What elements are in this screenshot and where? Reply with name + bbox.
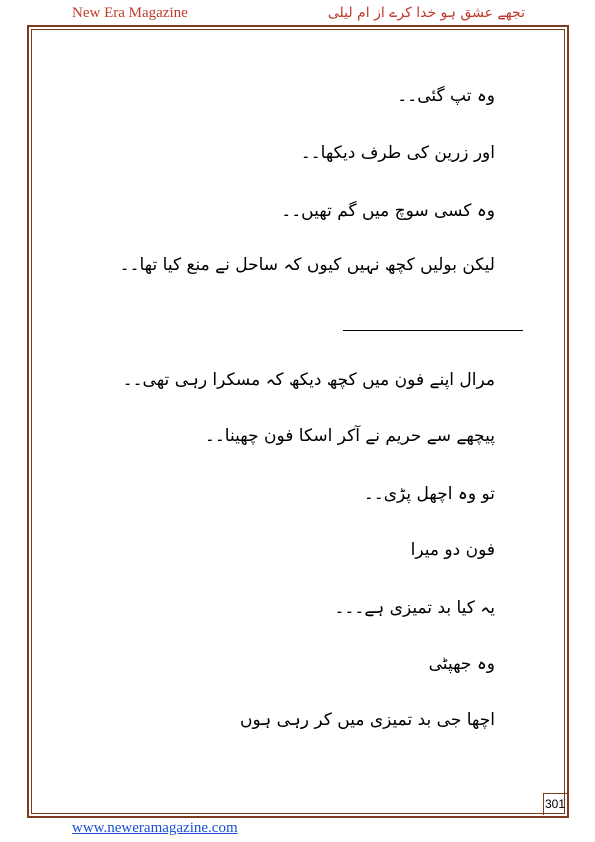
text-line: فون دو میرا xyxy=(410,540,495,560)
section-divider xyxy=(343,330,523,331)
magazine-name: New Era Magazine xyxy=(72,5,188,21)
text-line: مرال اپنے فون میں کچھ دیکھ کہ مسکرا رہی تھی۔۔ xyxy=(122,370,495,390)
text-line: یہ کیا بد تمیزی ہے۔۔۔ xyxy=(334,598,495,618)
text-line: اور زرین کی طرف دیکھا۔۔ xyxy=(300,143,495,163)
novel-title: تجھے عشق ہو خدا کرے از ام لیلی xyxy=(327,5,525,21)
text-line: پیچھے سے حریم نے آکر اسکا فون چھینا۔۔ xyxy=(204,426,495,446)
text-line: تو وہ اچھل پڑی۔۔ xyxy=(363,484,495,504)
text-line: لیکن بولیں کچھ نہیں کیوں کہ ساحل نے منع کیا تھا۔۔ xyxy=(119,255,495,275)
text-line: اچھا جی بد تمیزی میں کر رہی ہوں xyxy=(240,710,495,730)
text-line: وہ جھپٹی xyxy=(428,654,495,674)
page-number: 301 xyxy=(545,797,566,811)
text-line: وہ تپ گئی۔۔ xyxy=(397,86,495,106)
website-link[interactable]: www.neweramagazine.com xyxy=(72,820,238,836)
text-line: وہ کسی سوچ میں گم تھیں۔۔ xyxy=(281,201,495,221)
